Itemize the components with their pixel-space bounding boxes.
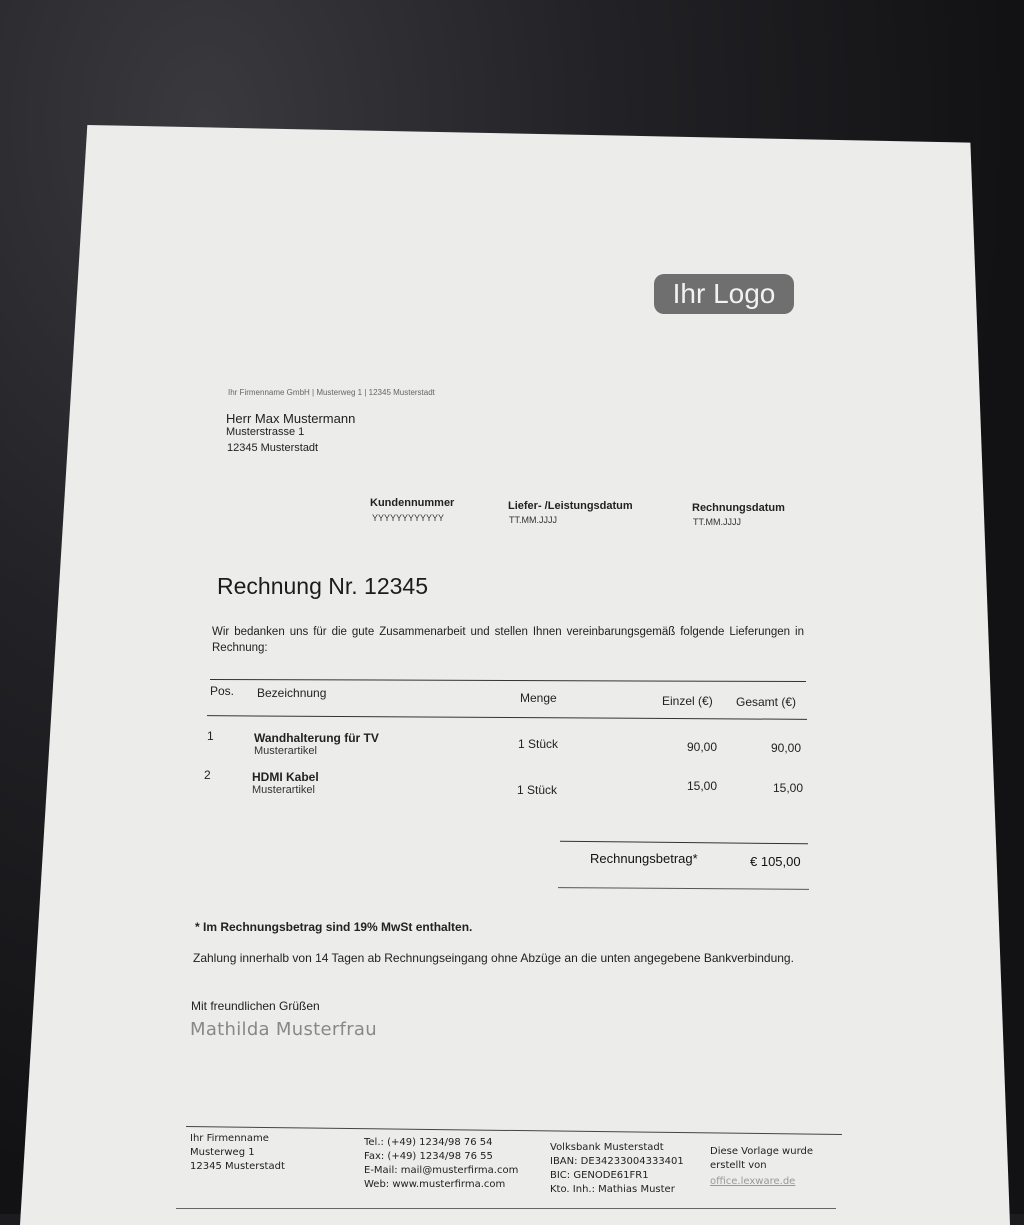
header-total: Gesamt (€) xyxy=(736,695,797,709)
total-value: € 105,00 xyxy=(750,854,801,869)
footer-contact: Tel.: (+49) 1234/98 76 54 Fax: (+49) 1234/98 76 55 E-Mail: mail@musterfirma.com Web: www.musterfirma.com xyxy=(364,1137,519,1190)
intro-text: Wir bedanken uns für die gute Zusammenarbeit und stellen Ihnen vereinbarungsgemäß folgende Lieferungen in Rechnung: xyxy=(212,626,804,654)
footer-company: Ihr Firmenname Musterweg 1 12345 Musterstadt xyxy=(190,1133,285,1172)
meta-label-customer-number: Kundennummer xyxy=(370,497,455,509)
row-2-name: HDMI Kabel xyxy=(252,770,319,784)
meta-label-delivery-date: Liefer- /Leistungsdatum xyxy=(508,500,633,512)
recipient-city: 12345 Musterstadt xyxy=(227,442,319,454)
row-1-qty: 1 Stück xyxy=(518,737,559,751)
row-2-qty: 1 Stück xyxy=(517,783,558,797)
invoice-title: Rechnung Nr. 12345 xyxy=(217,573,428,599)
header-description: Bezeichnung xyxy=(257,686,327,700)
footer-bottom-rule xyxy=(176,1208,836,1209)
payment-terms: Zahlung innerhalb von 14 Tagen ab Rechnungseingang ohne Abzüge an die unten angegebene Bankverbindung. xyxy=(193,951,794,965)
header-unit-price: Einzel (€) xyxy=(662,694,713,708)
invoice-paper xyxy=(20,125,1010,1225)
row-2-sub: Musterartikel xyxy=(252,784,315,796)
row-2-pos: 2 xyxy=(204,768,211,782)
row-1-total: 90,00 xyxy=(771,741,802,755)
footer-credit-link[interactable]: office.lexware.de xyxy=(710,1176,796,1187)
total-label: Rechnungsbetrag* xyxy=(590,851,698,866)
sender-line: Ihr Firmenname GmbH | Musterweg 1 | 12345 Musterstadt xyxy=(228,388,435,397)
footer-bank: Volksbank Musterstadt IBAN: DE34233004333401 BIC: GENODE61FR1 Kto. Inh.: Mathias Muster xyxy=(550,1142,684,1195)
greeting: Mit freundlichen Grüßen xyxy=(191,999,320,1013)
row-1-name: Wandhalterung für TV xyxy=(254,731,379,745)
footer-credit: Diese Vorlage wurde erstellt von xyxy=(710,1146,814,1171)
row-2-unit: 15,00 xyxy=(687,779,718,793)
meta-value-delivery-date: TT.MM.JJJJ xyxy=(509,515,557,525)
row-1-unit: 90,00 xyxy=(687,740,718,754)
header-pos: Pos. xyxy=(210,684,235,698)
recipient-street: Musterstrasse 1 xyxy=(226,426,305,438)
header-quantity: Menge xyxy=(520,691,557,705)
row-2-total: 15,00 xyxy=(773,781,804,795)
meta-value-customer-number: YYYYYYYYYYYY xyxy=(372,513,445,523)
row-1-sub: Musterartikel xyxy=(254,745,317,757)
recipient-name: Herr Max Mustermann xyxy=(226,411,356,426)
row-1-pos: 1 xyxy=(207,729,214,743)
vat-note: * Im Rechnungsbetrag sind 19% MwSt enthalten. xyxy=(195,920,473,934)
signature: Mathilda Musterfrau xyxy=(190,1019,377,1040)
company-logo: Ihr Logo xyxy=(654,274,794,314)
meta-value-invoice-date: TT.MM.JJJJ xyxy=(693,517,741,527)
meta-label-invoice-date: Rechnungsdatum xyxy=(692,502,785,514)
